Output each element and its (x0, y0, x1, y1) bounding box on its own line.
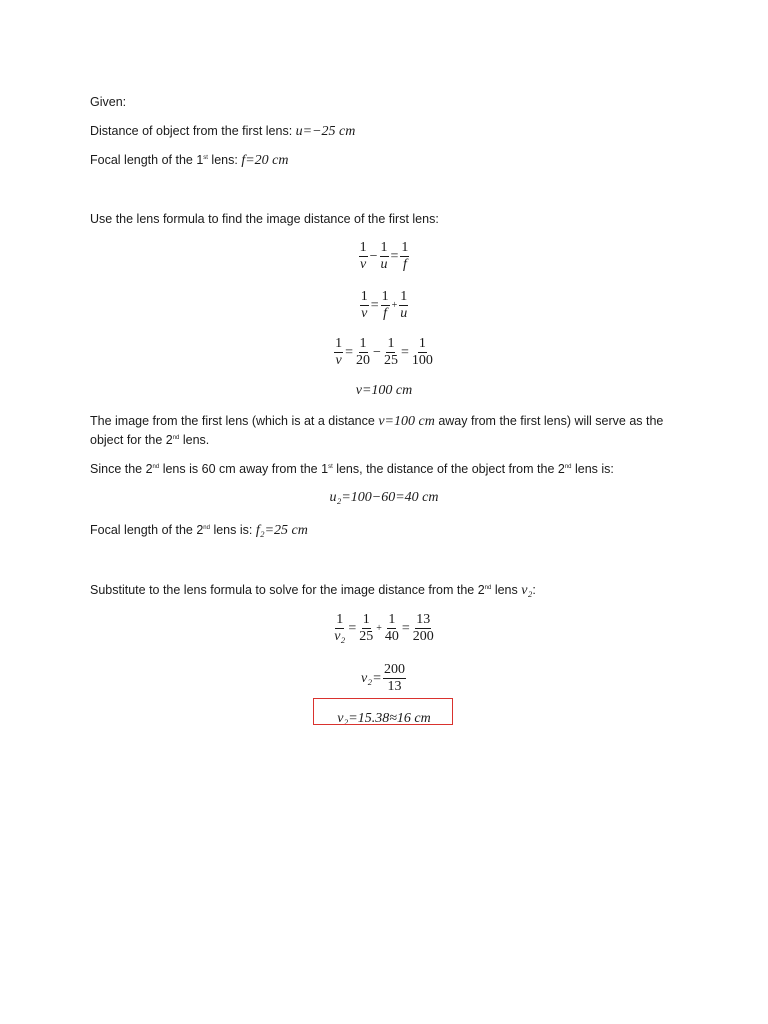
fraction-one-over-v: $\frac{1}{v}$ (359, 240, 367, 272)
second-lens-formula-intro: Substitute to the lens formula to solve for the image distance from the 2nd lens v₂: (90, 583, 536, 598)
fraction-one-over-v: $\frac{1}{v}$ (360, 289, 368, 321)
image-note-line-1: The image from the first lens (which is at a distance v=100 cm away from the first lens) will serve as the (90, 414, 664, 429)
final-answer: v₂=15.38≈16 cm (337, 711, 431, 726)
fraction-200-over-13: $\frac{200}{13}$ (384, 662, 405, 694)
fraction-one-over-25: $\frac{1}{25}$ (383, 336, 398, 368)
second-object-distance-equation: u₂=100−60=40 cm (329, 490, 439, 505)
v2-fraction-equation: v₂ = $\frac{200}{13}$ (361, 662, 405, 694)
fraction-one-over-v: $\frac{1}{v}$ (335, 336, 343, 368)
substituted-lens-formula-1: $\frac{1}{v}$ = $\frac{1}{20}$ − $\frac{1}{25}$ = $\frac{1}{100}$ (335, 336, 433, 368)
fraction-13-over-200: $\frac{13}{200}$ (412, 612, 434, 644)
focal-length-1-label: Focal length of the 1st lens: (90, 153, 238, 167)
fraction-one-over-f: $\frac{1}{f}$ (401, 240, 409, 272)
fraction-one-over-20: $\frac{1}{20}$ (356, 336, 371, 368)
first-image-distance-result: v=100 cm (355, 383, 413, 398)
fraction-one-over-v2: $\frac{1}{\text{v₂}}$ (334, 612, 346, 644)
focal-length-1-expression: f=20 cm (241, 153, 289, 168)
focal-length-2-line: Focal length of the 2nd lens is: f₂=25 cm (90, 523, 308, 538)
given-heading: Given: (90, 95, 127, 109)
object-distance-line (90, 123, 355, 140)
fraction-one-over-100: $\frac{1}{100}$ (411, 336, 433, 368)
fraction-one-over-f: $\frac{1}{f}$ (381, 289, 389, 321)
focal-length-1-line (90, 152, 289, 169)
v2-variable: v₂ (521, 583, 533, 598)
fraction-one-over-u: $\frac{1}{u}$ (380, 240, 388, 272)
lens-formula-equation: $\frac{1}{v}$ − $\frac{1}{u}$ = $\frac{1}{f}$ (359, 240, 409, 272)
lens-separation-text: Since the 2nd lens is 60 cm away from the 1st lens, the distance of the object from the 2nd lens is: (90, 462, 614, 476)
object-distance-expression: u=−25 cm (295, 124, 356, 139)
second-lens-substitution: $\frac{1}{\text{v₂}}$ = $\frac{1}{25}$ + $\frac{1}{40}$ = $\frac{13}{200}$ (334, 612, 434, 644)
final-answer-highlight-box (313, 698, 453, 725)
fraction-one-over-40: $\frac{1}{40}$ (384, 612, 399, 644)
rearranged-lens-formula: $\frac{1}{v}$ = $\frac{1}{f}$ + $\frac{1}{u}$ (360, 289, 408, 321)
fraction-one-over-u: $\frac{1}{u}$ (400, 289, 408, 321)
image-distance-expression: v=100 cm (378, 414, 435, 429)
object-distance-label: Distance of object from the first lens: (90, 124, 293, 138)
fraction-one-over-25: $\frac{1}{25}$ (359, 612, 374, 644)
image-note-line-2: object for the 2nd lens. (90, 433, 210, 447)
lens-formula-intro: Use the lens formula to find the image distance of the first lens: (90, 212, 439, 226)
focal-length-2-expression: f₂=25 cm (255, 523, 308, 538)
